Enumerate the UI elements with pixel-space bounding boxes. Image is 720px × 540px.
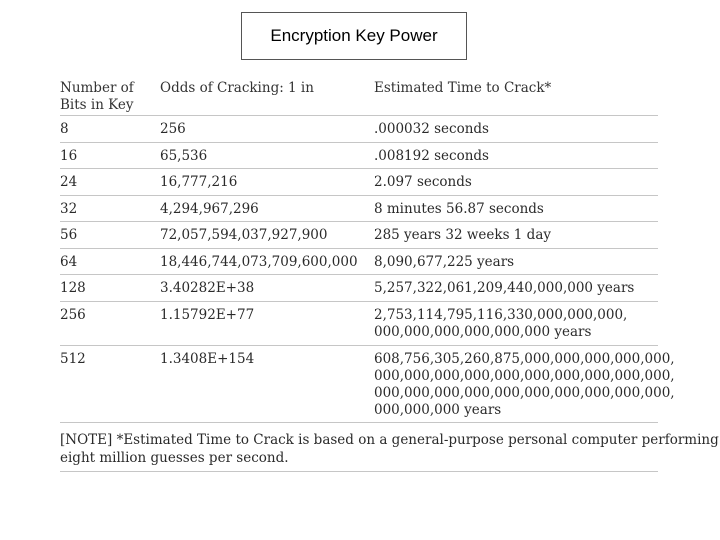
table-row [60,143,658,169]
cell-bits: 256 [60,307,86,323]
cell-odds: 1.3408E+154 [160,351,255,367]
cell-time-line: 8 minutes 56.87 seconds [374,201,544,217]
cell-bits: 8 [60,121,69,137]
cell-time-line: 5,257,322,061,209,440,000,000 years [374,280,635,296]
cell-time-line: 2,753,114,795,116,330,000,000,000, [374,307,628,323]
table-row [60,196,658,222]
cell-odds: 18,446,744,073,709,600,000 [160,254,358,270]
cell-time-line: .000032 seconds [374,121,489,137]
cell-time-line: 285 years 32 weeks 1 day [374,227,551,243]
cell-bits: 32 [60,201,78,217]
cell-odds: 72,057,594,037,927,900 [160,227,328,243]
footnote-line2: eight million guesses per second. [60,450,289,466]
cell-time [374,121,658,142]
cell-time-line: 608,756,305,260,875,000,000,000,000,000, [374,351,675,367]
header-odds: Odds of Cracking: 1 in [160,80,314,96]
encryption-table [60,78,719,472]
cell-time [374,351,675,422]
cell-odds: 1.15792E+77 [160,307,255,323]
cell-time [374,148,658,168]
table-row [60,302,658,346]
table-footnote [60,423,719,472]
cell-time [374,174,658,195]
slide-title-box [241,12,467,60]
cell-bits: 128 [60,280,86,296]
cell-bits: 24 [60,174,78,190]
table-row [60,116,658,143]
cell-odds: 16,777,216 [160,174,238,190]
cell-time-line: .008192 seconds [374,148,489,164]
header-time: Estimated Time to Crack* [374,80,552,96]
cell-time-line: 000,000,000,000,000,000,000,000,000,000, [374,368,675,384]
cell-odds: 256 [160,121,186,137]
cell-time-line: 000,000,000 years [374,402,502,418]
cell-bits: 512 [60,351,86,367]
header-bits-line1: Number of [60,80,134,96]
cell-time [374,280,658,301]
table-row [60,222,658,249]
cell-odds: 65,536 [160,148,208,164]
cell-bits: 56 [60,227,78,243]
cell-time [374,307,658,345]
cell-bits: 64 [60,254,78,270]
cell-time [374,201,658,221]
cell-time [374,227,658,248]
cell-odds: 3.40282E+38 [160,280,255,296]
table-header-row [60,78,658,116]
table-row [60,169,658,196]
footnote-line1: [NOTE] *Estimated Time to Crack is based on a general-purpose personal computer performing [60,432,719,448]
cell-bits: 16 [60,148,78,164]
header-bits-line2: Bits in Key [60,97,134,113]
cell-odds: 4,294,967,296 [160,201,259,217]
cell-time-line: 2.097 seconds [374,174,472,190]
cell-time-line: 8,090,677,225 years [374,254,515,270]
slide-title: Encryption Key Power [270,26,438,45]
cell-time-line: 000,000,000,000,000,000 years [374,324,592,340]
cell-time-line: 000,000,000,000,000,000,000,000,000,000, [374,385,675,401]
table-row [60,249,658,275]
table-row [60,275,658,302]
header-bits [60,80,160,114]
table-row [60,346,675,423]
cell-time [374,254,658,274]
